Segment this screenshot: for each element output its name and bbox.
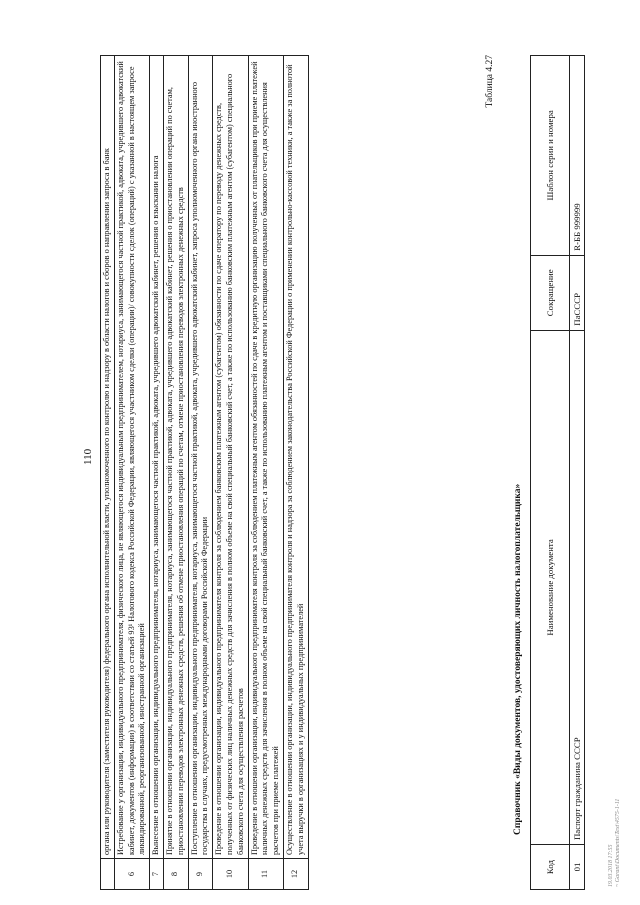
row-text: Проведение в отношении организации, индивидуального предпринимателя контроля за соблюдением платежным агентом обязанностей по сдаче в кредитную организацию полученных от плательщиков при приеме платежей наличных денежных средств для зачисления в полном объеме на свой специальный банковский счет, а также по использованию платежным агентом и поставщиками специального банковского счета для осуществления расчетов при приеме платежей xyxy=(248,56,283,859)
page-number: 110 xyxy=(82,448,94,465)
row-code: 6 xyxy=(114,859,149,890)
table-row xyxy=(101,56,115,890)
table-row xyxy=(213,56,248,890)
table-row xyxy=(163,56,188,890)
table-number: Таблица 4.27 xyxy=(485,55,495,108)
table-row xyxy=(114,56,149,890)
row-code: 11 xyxy=(248,859,283,890)
row-text: Осуществление в отношении организации, индивидуального предпринимателя контроля и надзора за соблюдением законодательства Российской Федерации о применении контрольно-кассовой техники, а также за полнотой учета выручки в организациях и у индивидуальных предпринимателей xyxy=(283,56,308,859)
table-row xyxy=(150,56,164,890)
row-text: Вынесение в отношении организации, индивидуального предпринимателя, нотариуса, занимающегося частной практикой, адвоката, учредившего адвокатский кабинет, решения о взыскании налога xyxy=(150,56,164,859)
table-row xyxy=(248,56,283,890)
row-code: 8 xyxy=(163,859,188,890)
cell-name: Паспорт гражданина СССР xyxy=(570,330,585,844)
row-code: 12 xyxy=(283,859,308,890)
row-code: 7 xyxy=(150,859,164,890)
header-abbr: Сокращение xyxy=(531,255,570,330)
table-row xyxy=(188,56,213,890)
identity-documents-table xyxy=(530,55,585,890)
stamp-path: ~ Garant\Documents\Text\4575-1-11 xyxy=(615,798,621,887)
row-text: органа или руководителя (заместителя руководителя) федерального органа исполнительной власти, уполномоченного по контролю и надзору в области налогов и сборов о направлении запроса в банк xyxy=(101,56,115,859)
table-row xyxy=(283,56,308,890)
header-name: Наименование документа xyxy=(531,330,570,844)
cell-code: 01 xyxy=(570,845,585,890)
reference-title: Справочник «Виды документов, удостоверяющих личность налогоплательщика» xyxy=(513,483,523,835)
row-text: Принятие в отношении организации, индивидуального предпринимателя, нотариуса, занимающегося частной практикой, адвоката, учредившего адвокатский кабинет, решения о приостановлении операций по счетам, приостановлении переводов электронных денежных средств, решения об отмене приостановления операций по счетам, отмене приостановления переводов электронных денежных средств xyxy=(163,56,188,859)
stamp-date: 19.03.2018 17:55 xyxy=(608,844,614,887)
row-text: Истребование у организации, индивидуального предпринимателя, физического лица, не являющегося индивидуальным предпринимателем, нотариуса, занимающегося частной практикой, адвоката, учредившего адвокатский кабинет, документов (информации) в соответствии со статьей 93¹ Налогового кодекса Российской Федерации, являющегося участником сделки (операции)/ совокупности сделок (операций) с указанной в настоящем запросе ликвидированной, реорганизованной, иностранной организацией xyxy=(114,56,149,859)
row-code: 9 xyxy=(188,859,213,890)
row-text: Проведение в отношении организации, индивидуального предпринимателя контроля за соблюдением банковским платежным агентом (субагентом) обязанности по сдаче оператору по переводу денежных средств, полученных от физических лиц наличных денежных средств для зачисления в полном объеме на свой специальный банковский счет, а также по использованию банковским платежным агентом (субагентом) специального банковского счета для осуществления расчетов xyxy=(213,56,248,859)
print-stamp xyxy=(608,799,622,887)
header-code: Код xyxy=(531,845,570,890)
row-text: Поступление в отношении организации, индивидуального предпринимателя, нотариуса, занимающегося частной практикой, адвоката, учредившего адвокатский кабинет, запроса уполномоченного органа иностранного государства в случаях, предусмотренных международными договорами Российской Федерации xyxy=(188,56,213,859)
header-template: Шаблон серии и номера xyxy=(531,56,570,256)
cell-abbr: ПаСССР xyxy=(570,255,585,330)
grounds-table xyxy=(100,55,309,890)
cell-template: R-ББ 999999 xyxy=(570,56,585,256)
row-code xyxy=(101,859,115,890)
row-code: 10 xyxy=(213,859,248,890)
table-row xyxy=(570,56,585,890)
table-header-row xyxy=(531,56,570,890)
